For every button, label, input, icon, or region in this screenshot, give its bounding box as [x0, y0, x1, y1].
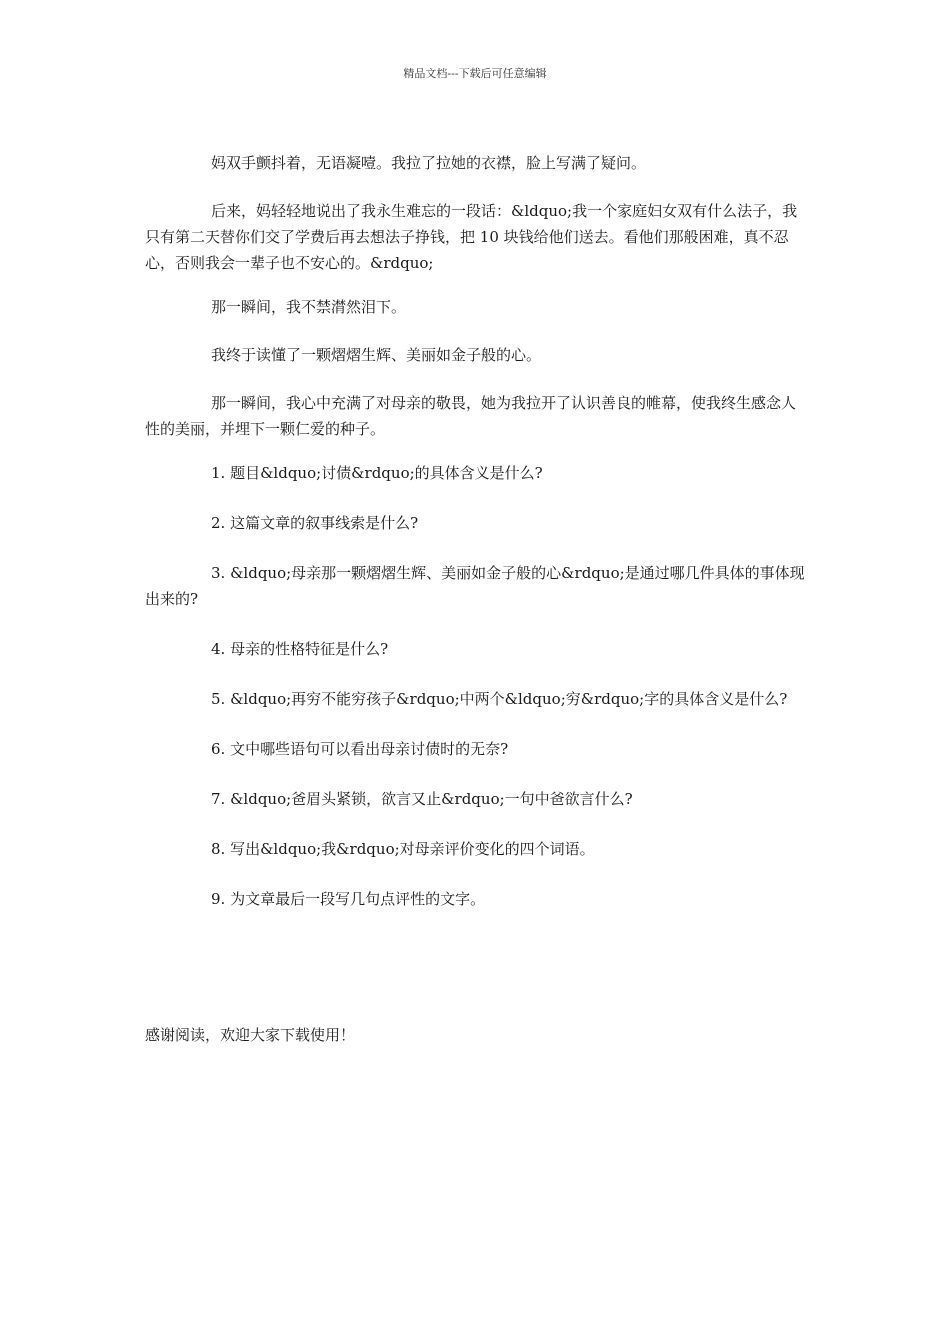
paragraph-4: 我终于读懂了一颗熠熠生辉、美丽如金子般的心。 — [211, 346, 542, 364]
question-6: 6. 文中哪些语句可以看出母亲讨债时的无奈? — [211, 740, 509, 758]
question-2: 2. 这篇文章的叙事线索是什么? — [211, 514, 419, 532]
paragraph-2: 后来，妈轻轻地说出了我永生难忘的一段话：&ldquo;我一个家庭妇女双有什么法子，我只有第二天替你们交了学费后再去想法子挣钱，把 10 块钱给他们送去。看他们那般困难，真不忍心，否则我会一辈子也不安心的。&rdquo; — [145, 202, 798, 272]
question-4: 4. 母亲的性格特征是什么? — [211, 640, 389, 658]
question-9: 9. 为文章最后一段写几句点评性的文字。 — [211, 890, 486, 908]
question-7: 7. &ldquo;爸眉头紧锁，欲言又止&rdquo;一句中爸欲言什么? — [211, 790, 633, 808]
closing-text: 感谢阅读，欢迎大家下载使用！ — [145, 1026, 356, 1044]
question-1: 1. 题目&ldquo;讨债&rdquo;的具体含义是什么? — [211, 464, 543, 482]
document-body — [145, 150, 810, 936]
paragraph-1: 妈双手颤抖着，无语凝噎。我拉了拉她的衣襟，脸上写满了疑问。 — [211, 154, 647, 172]
page-header: 精品文档---下载后可任意编辑 — [403, 67, 547, 80]
question-8: 8. 写出&ldquo;我&rdquo;对母亲评价变化的四个词语。 — [211, 840, 595, 858]
question-3: 3. &ldquo;母亲那一颗熠熠生辉、美丽如金子般的心&rdquo;是通过哪几件具体的事体现出来的? — [145, 564, 805, 608]
paragraph-5: 那一瞬间，我心中充满了对母亲的敬畏，她为我拉开了认识善良的帷幕，使我终生感念人性的美丽，并埋下一颗仁爱的种子。 — [145, 394, 797, 438]
paragraph-3: 那一瞬间，我不禁潸然泪下。 — [211, 298, 407, 316]
question-5: 5. &ldquo;再穷不能穷孩子&rdquo;中两个&ldquo;穷&rdquo;字的具体含义是什么? — [211, 690, 788, 708]
